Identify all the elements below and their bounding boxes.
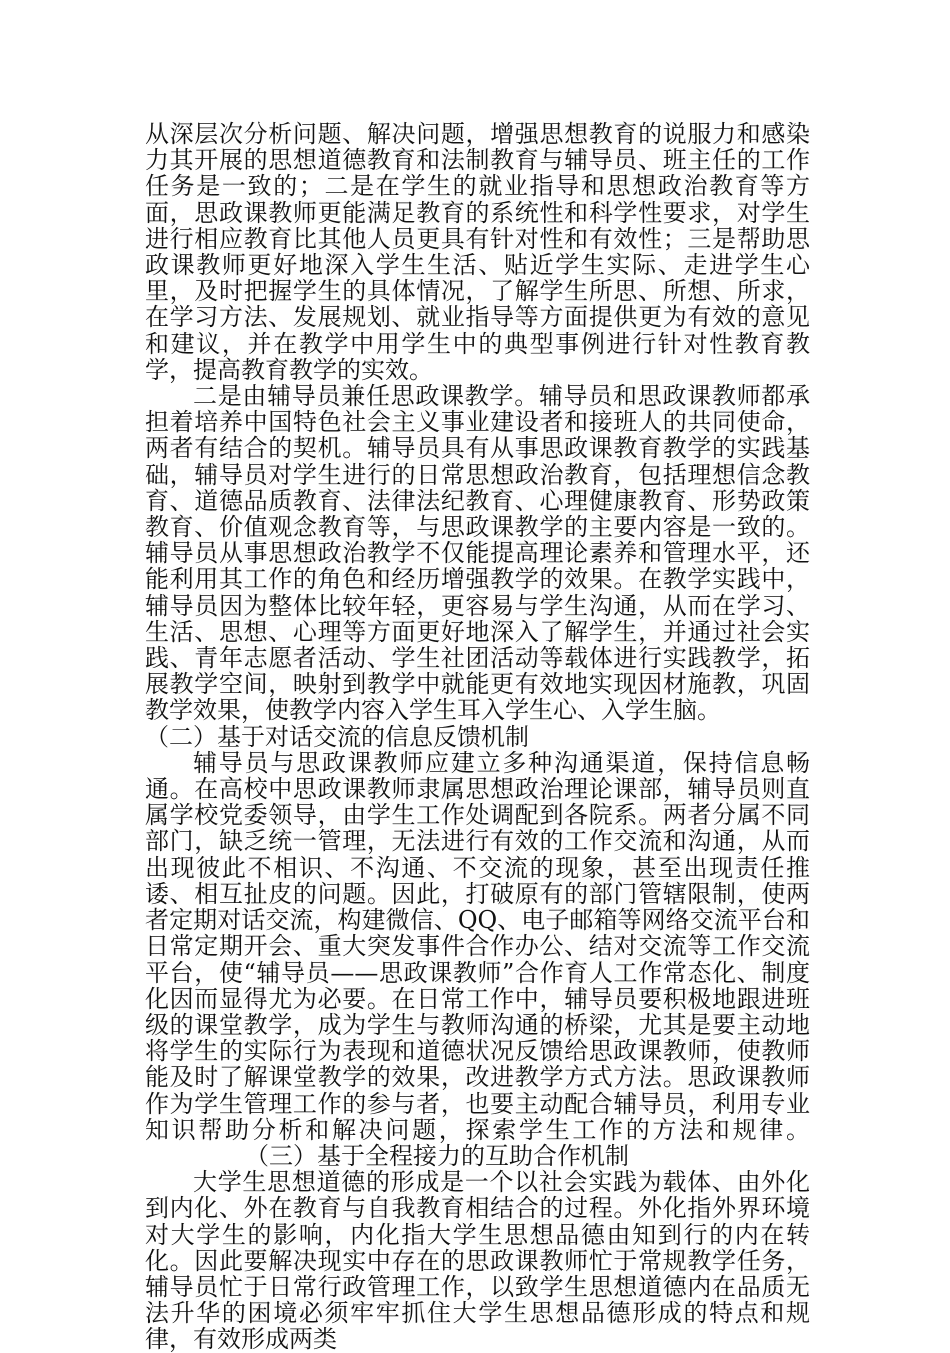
paragraph-continuation: 从深层次分析问题、解决问题，增强思想教育的说服力和感染力其开展的思想道德教育和法制教育与辅导员、班主任的工作任务是一致的；二是在学生的就业指导和思想政治教育等方面，思政课教师更能满足教育的系统性和科学性要求，对学生进行相应教育比其他人员更具有针对性和有效性；三是帮助思政课教师更好地深入学生生活、贴近学生实际、走进学生心里，及时把握学生的具体情况，了解学生所思、所想、所求，在学习方法、发展规划、就业指导等方面提供更为有效的意见和建议，并在教学中用学生中的典型事例进行针对性教育教学，提高教育教学的实效。 — [145, 120, 810, 384]
paragraph-communication — [145, 750, 810, 1169]
section-heading-dialogue: （二）基于对话交流的信息反馈机制 — [145, 722, 529, 751]
document-page — [145, 121, 810, 1353]
paragraph-counselor-teaching: 二是由辅导员兼任思政课教学。辅导员和思政课教师都承担着培养中国特色社会主义事业建设者和接班人的共同使命，两者有结合的契机。辅导员具有从事思政课教育教学的实践基础，辅导员对学生进行的日常思想政治教育，包括理想信念教育、道德品质教育、法律法纪教育、心理健康教育、形势政策教育、价值观念教育等，与思政课教学的主要内容是一致的。辅导员从事思想政治教学不仅能提高理论素养和管理水平，还能利用其工作的角色和经历增强教学的效果。在教学实践中，辅导员因为整体比较年轻，更容易与学生沟通，从而在学习、生活、思想、心理等方面更好地深入了解学生，并通过社会实践、青年志愿者活动、学生社团活动等载体进行实践教学，拓展教学空间，映射到教学中就能更有效地实现因材施教，巩固教学效果，使教学内容入学生耳入学生心、入学生脑。 — [145, 382, 810, 725]
section-heading-relay: （三）基于全程接力的互助合作机制 — [245, 1141, 629, 1170]
paragraph-communication-text: 辅导员与思政课教师应建立多种沟通渠道，保持信息畅通。在高校中思政课教师隶属思想政治理论课部，辅导员则直属学校党委领导，由学生工作处调配到各院系。两者分属不同部门，缺乏统一管理，无法进行有效的工作交流和沟通，从而出现彼此不相识、不沟通、不交流的现象，甚至出现责任推诿、相互扯皮的问题。因此，打破原有的部门管辖限制，使两者定期对话交流，构建微信、QQ、电子邮箱等网络交流平台和日常定期开会、重大突发事件合作办公、结对交流等工作交流平台，使“辅导员——思政课教师”合作育人工作常态化、制度化因而显得尤为必要。在日常工作中，辅导员要积极地跟进班级的课堂教学，成为学生与教师沟通的桥梁，尤其是要主动地将学生的实际行为表现和道德状况反馈给思政课教师，使教师能及时了解课堂教学的效果，改进教学方式方法。思政课教师作为学生管理工作的参与者，也要主动配合辅导员，利用专业知识帮助分析和解决问题，探索学生工作的方法和规律。 — [145, 748, 810, 1144]
paragraph-moral-formation: 大学生思想道德的形成是一个以社会实践为载体、由外化到内化、外在教育与自我教育相结合的过程。外化指外界环境对大学生的影响，内化指大学生思想品德由知到行的内在转化。因此要解决现实中存在的思政课教师忙于常规教学任务，辅导员忙于日常行政管理工作，以致学生思想道德内在品质无法升华的困境必须牢牢抓住大学生思想品德形成的特点和规律，有效形成两类 — [145, 1168, 810, 1353]
